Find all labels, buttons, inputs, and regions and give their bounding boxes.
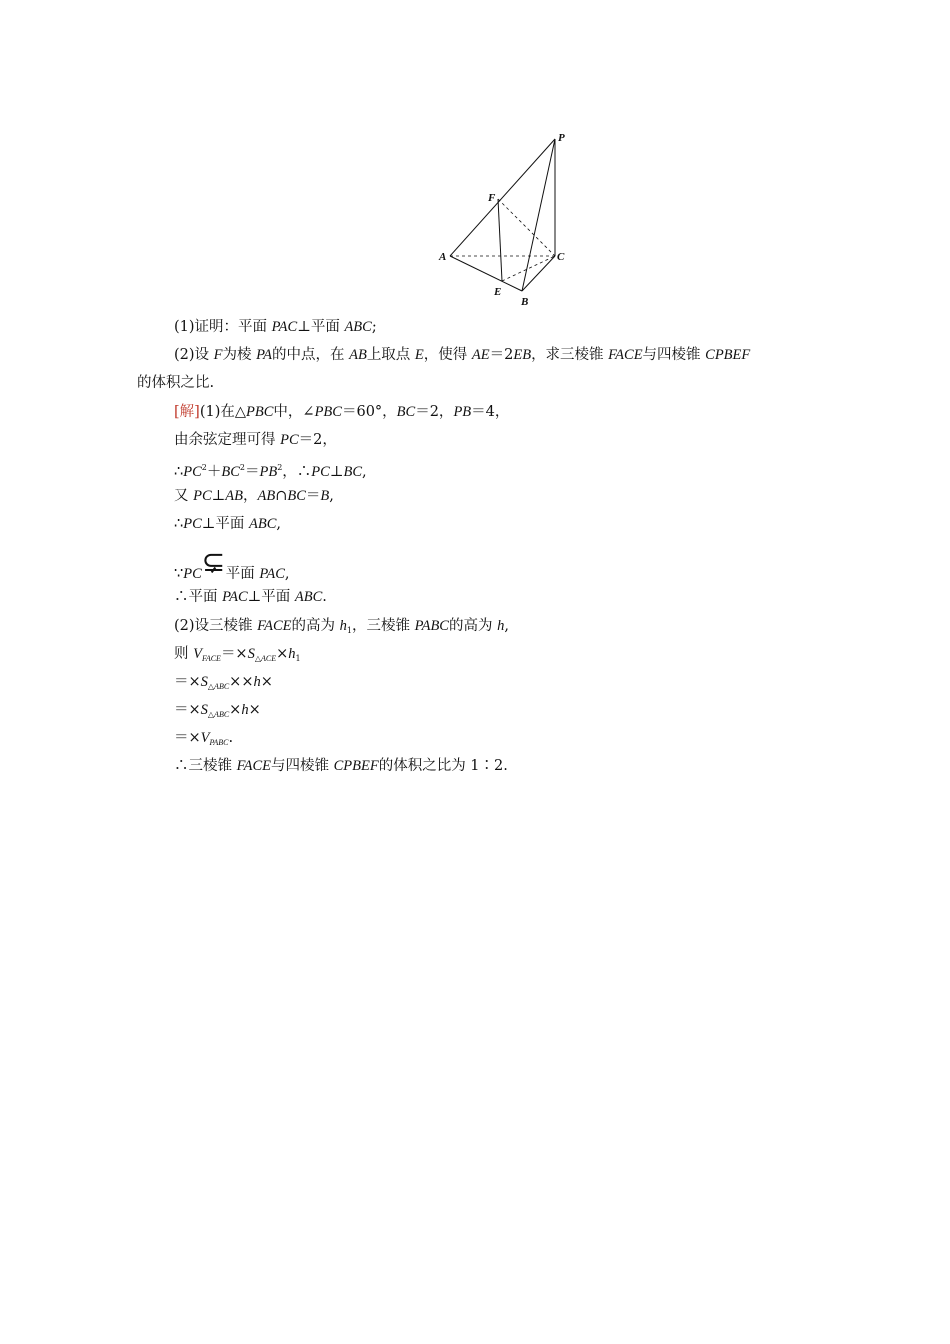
pyramid-diagram [430,125,580,310]
solution-line-1: [解](1)在△PBC中，∠PBC＝60°，BC＝2，PB＝4， [174,404,510,420]
label-E: E [494,286,502,298]
edge-AB [450,256,522,291]
edge-PB [522,139,555,291]
label-C: C [557,251,565,263]
solution-line-3: $\therefore PC^2+BC^2=PB^2$，∴PC⊥BC, [174,463,367,480]
solution-line-6: ∵PC ⊊ 平面 PAC, [174,545,290,582]
solution-line-4: 又 PC⊥AB，AB∩BC＝B, [174,488,334,504]
edge-FC-dashed [498,199,555,256]
edge-AP [450,139,555,256]
solution-line-2: 由余弦定理可得 PC＝2， [174,432,337,448]
solution-line-7: ∴平面 PAC⊥平面 ABC. [174,589,327,605]
solution-line-11: $=\times S_{\triangle ABC}\times h\times$ [174,702,261,719]
label-P: P [558,132,565,144]
solution-line-13: ∴三棱锥 FACE与四棱锥 CPBEF的体积之比为 1∶2. [174,758,508,774]
problem-part1: (1)证明：平面 PAC⊥平面 ABC; [174,319,377,335]
label-A: A [439,251,447,263]
label-F: F [488,192,496,204]
solution-line-9: 则 $V_{FACE}=\times S_{\triangle ACE}\times h_1$ [174,646,301,663]
problem-part2: (2)设 F为棱 PA的中点，在 AB上取点 E，使得 AE＝2EB，求三棱锥 FACE与四棱锥 CPBEF [174,347,751,363]
edge-FE [498,199,502,281]
solution-line-10: $=\times S_{\triangle ABC}\times\times h\times$ [174,674,273,691]
edge-BC [522,256,555,291]
solution-line-5: ∴PC⊥平面 ABC, [174,516,282,532]
label-B: B [521,296,529,308]
solution-line-8: (2)设三棱锥 FACE的高为 $h_1$，三棱锥 PABC的高为 h, [174,618,509,635]
solution-line-12: $=\times V_{PABC}$. [174,730,234,747]
pyramid-figure [430,125,580,310]
solution-tag: [解] [174,404,200,420]
problem-part2-cont: 的体积之比. [137,375,215,391]
subsetneq-symbol: ⊊ [201,545,226,578]
